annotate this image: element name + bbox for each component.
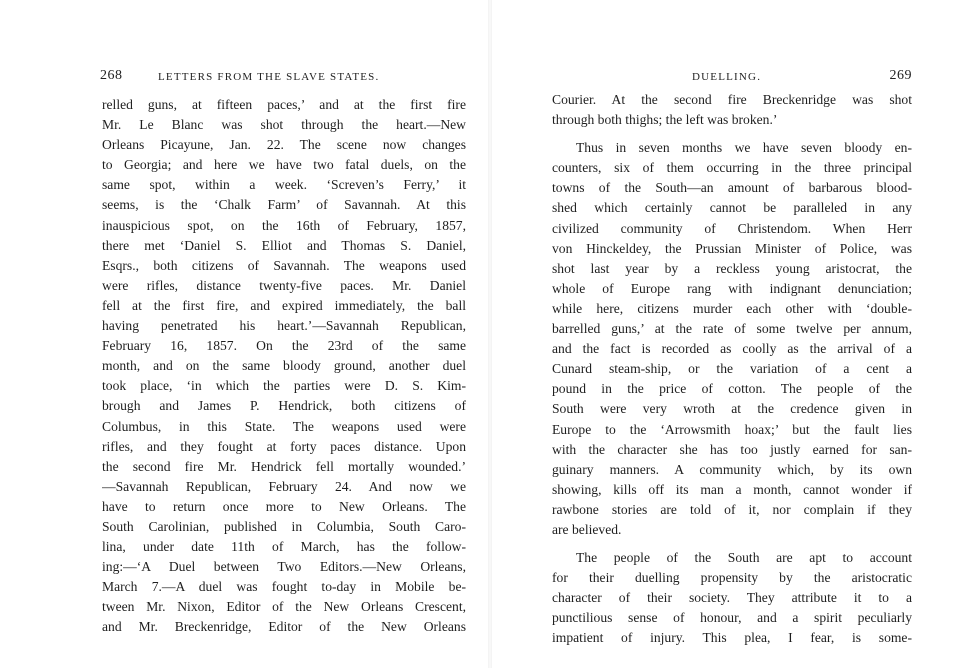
- text-line: Thus in seven months we have seven bloody en-: [576, 140, 912, 156]
- right-running-title: DUELLING.: [692, 71, 762, 83]
- left-running-head: [100, 68, 468, 86]
- text-line: counters, six of them occurring in the three principal: [552, 160, 912, 176]
- text-line: rifles, and they fought at forty paces distance. Upon: [102, 438, 466, 454]
- text-line: punctilious sense of honour, and a spirit peculiarly: [552, 610, 912, 626]
- text-line: took place, ‘in which the parties were D. S. Kim-: [102, 378, 466, 394]
- text-line: tween Mr. Nixon, Editor of the New Orleans Crescent,: [102, 599, 466, 615]
- text-line: Orleans Picayune, Jan. 22. The scene now changes: [102, 137, 466, 153]
- right-running-head: [552, 68, 912, 86]
- text-line: character of their society. They attribute it to a: [552, 590, 912, 606]
- text-line: are believed.: [552, 521, 622, 537]
- paragraph: [552, 548, 912, 648]
- text-line: through both thighs; the left was broken.’: [552, 112, 778, 128]
- text-line: month, and on the same bloody ground, another duel: [102, 358, 466, 374]
- text-line: towns of the South—an amount of barbarous blood-: [552, 180, 912, 196]
- text-line: South were very wroth at the credence given in: [552, 401, 912, 417]
- text-line: with the character she has too justly earned for san-: [552, 441, 912, 457]
- text-line: rawbone stories are told of it, nor complain if they: [552, 501, 912, 517]
- text-line: and Mr. Breckenridge, Editor of the New Orleans: [102, 619, 466, 635]
- text-line: seems, is the ‘Chalk Farm’ of Savannah. At this: [102, 197, 466, 213]
- text-line: Courier. At the second fire Breckenridge was shot: [552, 92, 912, 107]
- text-line: Mr. Le Blanc was shot through the heart.—New: [102, 117, 466, 133]
- text-line: civilized community of Christendom. When Herr: [552, 220, 912, 236]
- text-line: February 16, 1857. On the 23rd of the same: [102, 338, 466, 354]
- text-line: while here, citizens murder each other with ‘double-: [552, 300, 912, 316]
- text-line: shot last year by a reckless young aristocrat, the: [552, 260, 912, 276]
- text-line: same spot, within a week. ‘Screven’s Ferry,’ it: [102, 177, 466, 193]
- text-line: South Carolinian, published in Columbia, South Caro-: [102, 518, 466, 534]
- text-line: there met ‘Daniel S. Elliot and Thomas S. Daniel,: [102, 237, 466, 253]
- paragraph: [552, 138, 912, 540]
- text-line: pound in the price of cotton. The people of the: [552, 381, 912, 397]
- paragraph: [552, 90, 912, 130]
- text-line: brough and James P. Hendrick, both citizens of: [102, 398, 466, 414]
- text-line: von Hinckeldey, the Prussian Minister of Police, was: [552, 240, 912, 256]
- text-line: Cunard steam-ship, or the variation of a cent a: [552, 361, 912, 377]
- text-line: for their duelling propensity by the aristocratic: [552, 570, 912, 586]
- left-page-number: 268: [100, 68, 123, 83]
- text-line: shed which certainly cannot be paralleled in any: [552, 200, 912, 216]
- text-line: showing, kills off its man a month, cannot wonder if: [552, 481, 912, 497]
- text-line: guinary manners. A community which, by its own: [552, 461, 912, 477]
- left-running-title: LETTERS FROM THE SLAVE STATES.: [158, 71, 380, 83]
- text-line: were rifles, distance twenty-five paces. Mr. Daniel: [102, 277, 466, 293]
- text-line: impatient of injury. This plea, I fear, is some-: [552, 630, 912, 646]
- text-line: whole of Europe rang with indignant denunciation;: [552, 280, 912, 296]
- text-line: relled guns, at fifteen paces,’ and at the first fire: [102, 97, 466, 112]
- text-line: fell at the first fire, and expired immediately, the ball: [102, 297, 466, 313]
- text-line: have to return once more to New Orleans. The: [102, 498, 466, 514]
- text-line: The people of the South are apt to account: [576, 550, 912, 566]
- right-page: [490, 0, 980, 668]
- text-line: inauspicious spot, on the 16th of February, 1857,: [102, 217, 466, 233]
- text-line: the second fire Mr. Hendrick fell mortally wounded.’: [102, 458, 466, 474]
- text-line: Esqrs., both citizens of Savannah. The weapons used: [102, 257, 466, 273]
- right-page-text: [552, 90, 912, 649]
- text-line: barrelled guns,’ at the rate of some twelve per annum,: [552, 321, 912, 337]
- text-line: having penetrated his heart.’—Savannah Republican,: [102, 318, 466, 334]
- text-line: and the fact is recorded as coolly as the arrival of a: [552, 341, 912, 357]
- text-line: lina, under date 11th of March, has the follow-: [102, 539, 466, 555]
- text-line: Europe to the ‘Arrowsmith hoax;’ but the fault lies: [552, 421, 912, 437]
- right-page-number: 269: [889, 68, 912, 83]
- left-page-text: [102, 95, 466, 638]
- text-line: Columbus, in this State. The weapons used were: [102, 418, 466, 434]
- text-line: —Savannah Republican, February 24. And now we: [102, 478, 466, 494]
- text-line: March 7.—A duel was fought to-day in Mobile be-: [102, 579, 466, 595]
- text-line: ing:—‘A Duel between Two Editors.—New Orleans,: [102, 559, 466, 575]
- text-line: to Georgia; and here we have two fatal duels, on the: [102, 157, 466, 173]
